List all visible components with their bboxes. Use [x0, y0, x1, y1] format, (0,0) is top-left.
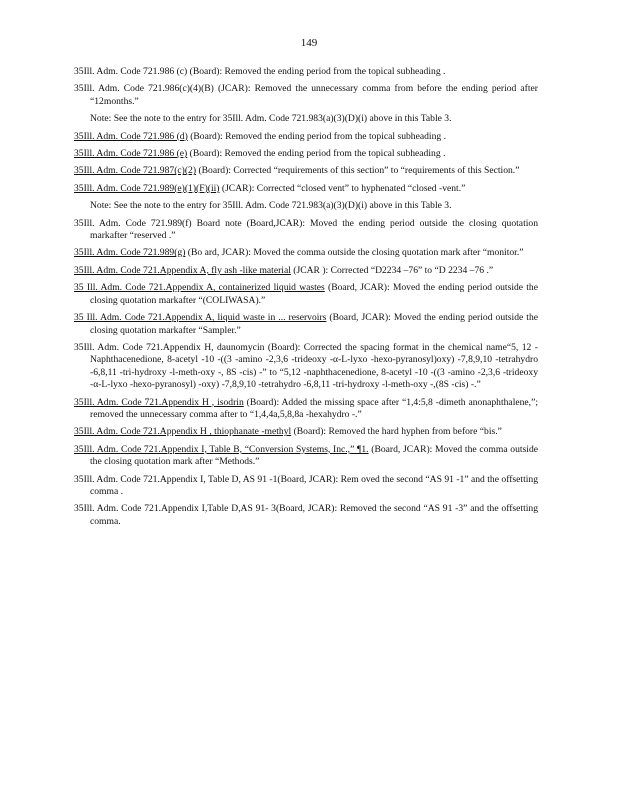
errata-entry-5: 35Ill. Adm. Code 721.987(c)(2) (Board): Corrected “requirements of this section” to “requirements of this Section.”: [74, 165, 520, 177]
errata-entry-2: 35Ill. Adm. Code 721.986(c)(4)(B) (JCAR): Removed the unnecessary comma from before the ending period after “12months.”: [74, 83, 538, 107]
errata-entry-10: 35 Ill. Adm. Code 721.Appendix A, containerized liquid wastes (Board, JCAR): Moved the ending period outside the closing quotation markafter “(COLIWASA).”: [74, 282, 538, 306]
errata-entry-13: 35Ill. Adm. Code 721.Appendix H , isodrin (Board): Added the missing space after “1,4:5,8 -dimeth anonaphthalene,”; removed the unnecessary comma after to “1,4,4a,5,8,8a -hexahydro -.”: [74, 396, 538, 420]
errata-entry-16: 35Ill. Adm. Code 721.Appendix I, Table D, AS 91 -1(Board, JCAR): Rem oved the second “AS 91 -1” and the offsetting comma .: [74, 473, 538, 497]
page-number: 149: [300, 37, 318, 49]
errata-entry-7: 35Ill. Adm. Code 721.989(f) Board note (Board,JCAR): Moved the ending period outside the closing quotation markafter “reserved .”: [74, 217, 538, 242]
errata-note-2: Note: See the note to the entry for 35Ill. Adm. Code 721.983(a)(3)(D)(i) above in this Table 3.: [90, 200, 452, 212]
errata-note-1: Note: See the note to the entry for 35Ill. Adm. Code 721.983(a)(3)(D)(i) above in this Table 3.: [90, 113, 452, 125]
errata-entry-11: 35 Ill. Adm. Code 721.Appendix A, liquid waste in ... reservoirs (Board, JCAR): Moved the ending period outside the closing quotation markafter “Sampler.”: [74, 312, 539, 336]
errata-entry-12: 35Ill. Adm. Code 721.Appendix H, daunomycin (Board): Corrected the spacing format in the chemical name“5, 12 - Naphthacenedione, 8-acetyl -10 -((3 -amino -2,3,6 -trideoxy -α-L-lyxo -hexo-pyranosyl)oxy) -7,8,9,10 -tetrahydro -6,8,11 -tri-hydroxy -l-meth-oxy -, 8S -cis) -” to “5,12 -naphthacenedione, 8-acetyl -10 -((3 -amino -2,3,6 -trideoxy -α-L-lyxo -hexo-pyranosyl) -oxy) -7,8,9,10 -tetrahydro -6,8,11 -tri-hydroxy -l-meth-oxy -,(8S -cis) -.”: [74, 341, 538, 391]
errata-entry-1: 35Ill. Adm. Code 721.986 (c) (Board): Removed the ending period from the topical subheading .: [74, 66, 446, 77]
errata-entry-17: 35Ill. Adm. Code 721.Appendix I,Table D,AS 91- 3(Board, JCAR): Removed the second “AS 91 -3” and the offsetting comma.: [74, 503, 538, 527]
errata-entry-6: 35Ill. Adm. Code 721.989(e)(1)(F)(ii) (JCAR): Corrected “closed vent” to hyphenated “closed -vent.”: [74, 182, 466, 194]
errata-entry-3: 35Ill. Adm. Code 721.986 (d) (Board): Removed the ending period from the topical subheading .: [74, 130, 446, 142]
errata-entry-8: 35Ill. Adm. Code 721.989(g) (Bo ard, JCAR): Moved the comma outside the closing quotation mark after “monitor.”: [74, 247, 524, 259]
errata-list: [74, 66, 538, 533]
errata-entry-15: 35Ill. Adm. Code 721.Appendix I, Table B, “Conversion Systems, Inc.,” ¶1. (Board, JCAR): Moved the comma outside the closing quotation mark after “Methods.”: [74, 443, 538, 468]
errata-entry-9: 35Ill. Adm. Code 721.Appendix A, fly ash -like material (JCAR ): Corrected “D2234 –76” to “D 2234 –76 .”: [74, 264, 494, 276]
errata-entry-14: 35Ill. Adm. Code 721.Appendix H , thiophanate -methyl (Board): Removed the hard hyphen from before “bis.”: [74, 426, 502, 438]
errata-entry-4: 35Ill. Adm. Code 721.986 (e) (Board): Removed the ending period from the topical subheading .: [74, 148, 446, 160]
